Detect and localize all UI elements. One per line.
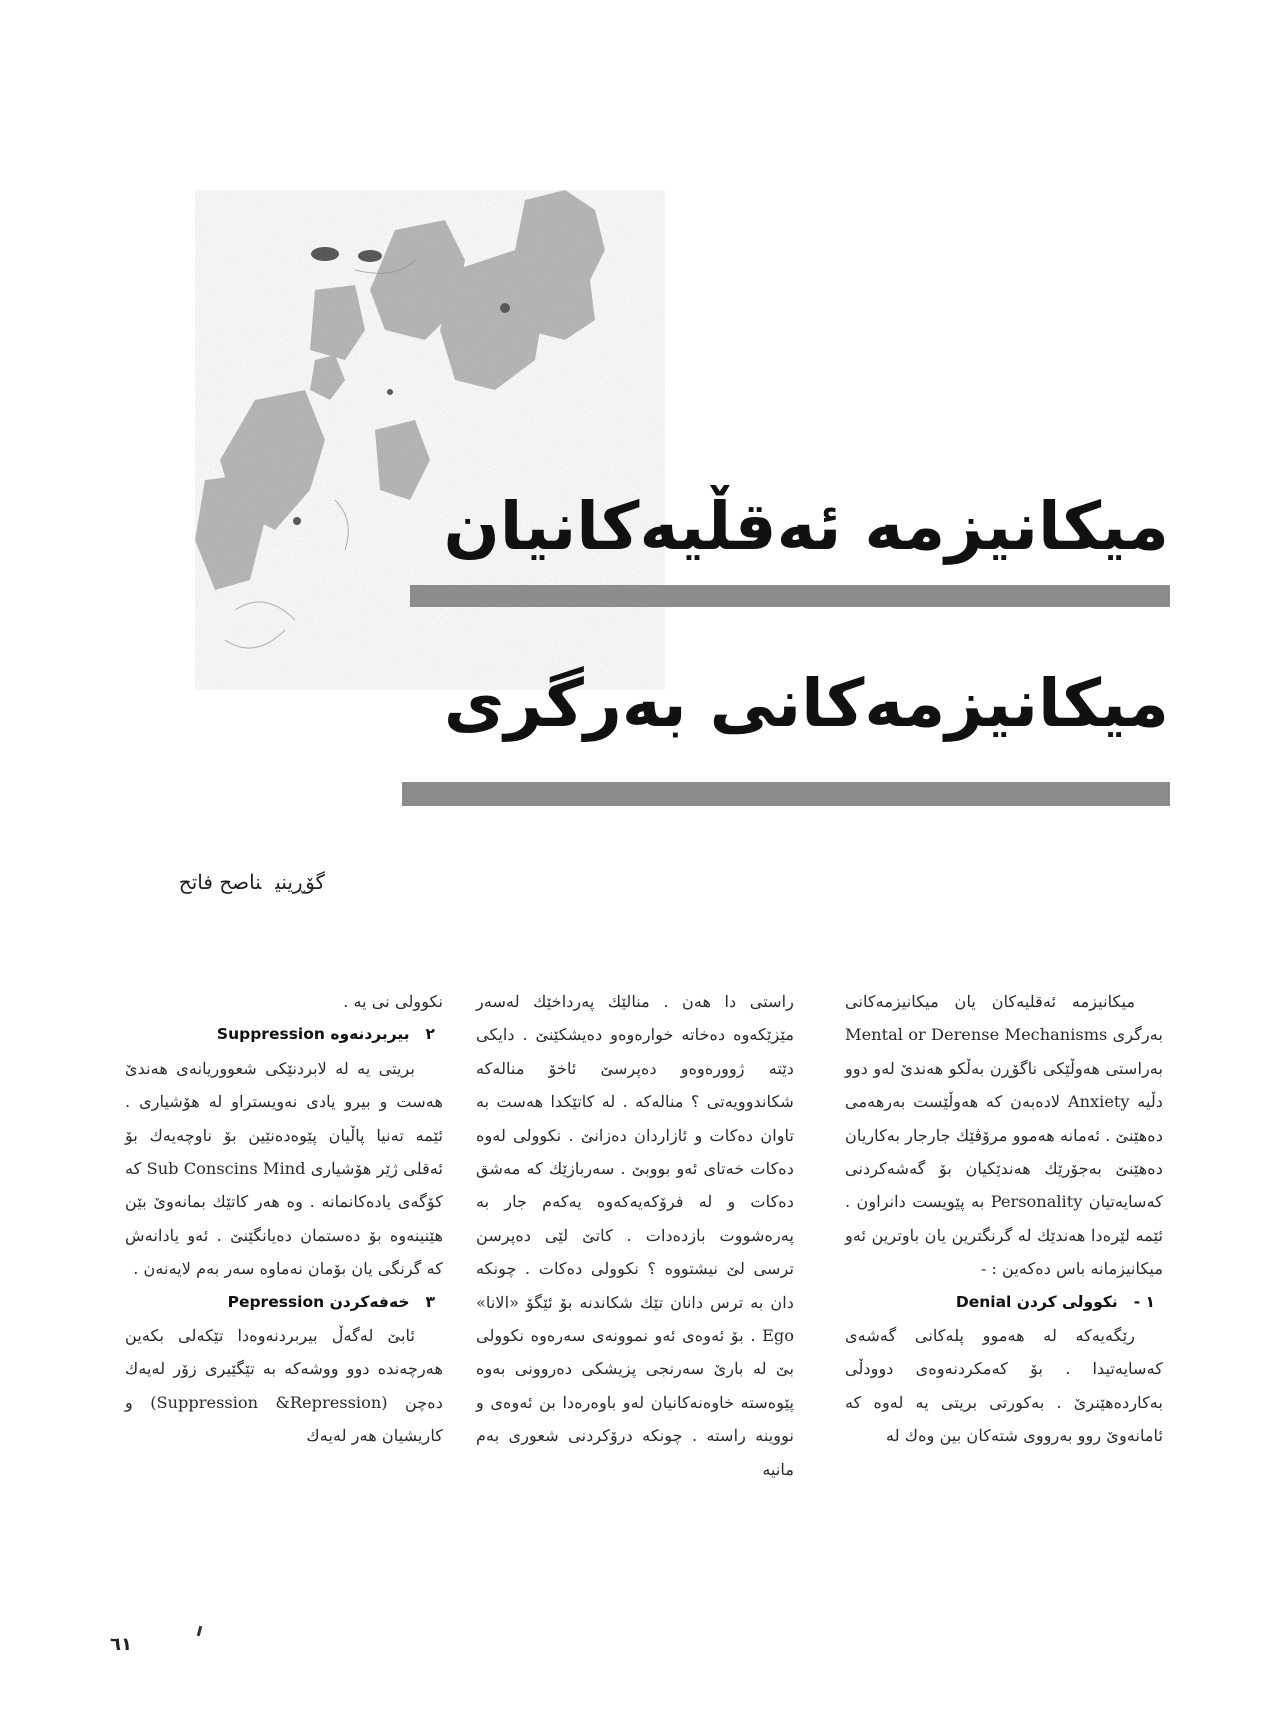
text-column-middle bbox=[476, 985, 794, 1486]
paragraph: نکوولی نی یە . bbox=[343, 992, 443, 1011]
text-column-right bbox=[845, 985, 1163, 1453]
paragraph: میکانیزمە ئەقلیەکان یان میکانیزمەکانی بەرگری Mental or Derense Mechanisms بەراستی هەوڵێکی ناگۆڕن بەڵکو هەندێ لەو دوو دڵیە Anxiety لادەبەن کە هەوڵێست بەرهەمی دەهێنێ . ئەمانە هەموو مرۆڤێك جارجار بەکاریان دەهێنێ بەجۆرێك هەندێکیان بۆ گەشەکردنی کەسایەتیان Personality بە پێویست دانراون . ئێمە لێرەدا هەندێك لە گرنگترین یان باوترین ئەو میکانیزمانە باس دەکەین : - bbox=[845, 992, 1163, 1279]
print-mark bbox=[197, 1626, 202, 1636]
section-heading bbox=[845, 1286, 1163, 1319]
section-number: ٣ bbox=[425, 1292, 435, 1311]
section-heading-text: بیربردنەوە Suppression bbox=[216, 1025, 410, 1044]
text-column-left bbox=[125, 985, 443, 1453]
decorative-illustration bbox=[195, 190, 665, 690]
page-number: ٦١ bbox=[110, 1634, 132, 1655]
section-number: ١ - bbox=[1133, 1292, 1155, 1311]
section-number: ٢ bbox=[425, 1025, 435, 1044]
paragraph: بریتی یە لە لابردنێکی شعووریانەی هەندێ هەست و بیرو یادی نەویستراو لە هۆشیاری . ئێمە تەنیا پاڵیان پێوەدەنێین بۆ ناوچەیەك بۆ ئەقلی ژێر هۆشیاری Sub Conscins Mind کە کۆگەی یادەکانمانە . وە هەر کاتێك بمانەوێ بێن هێنینەوە بۆ دەستمان دەیانگێنێ . ئەو یادانەش کە گرنگی یان بۆمان نەماوە سەر بەم لایەنەن . bbox=[125, 1058, 444, 1279]
section-heading bbox=[125, 1286, 443, 1319]
section-heading bbox=[125, 1018, 443, 1051]
paragraph: رێگەیەکە لە هەموو پلەکانی گەشەی کەسایەتیدا . بۆ کەمکردنەوەی دوودڵی بەکاردەهێنرێ . بەکورتی بریتی یە لەوە کە ئامانەوێ روو بەرووی شتەکان بین وەك لە bbox=[845, 1326, 1163, 1446]
paragraph: ئابێ لەگەڵ بیربردنەوەدا تێکەلی بکەین هەرچەندە دوو ووشەکە بە تێگێیری زۆر لەیەك دەچن (Suppression &Repression) و کاریشیان هەر لەیەك bbox=[125, 1326, 443, 1446]
author-credit bbox=[125, 870, 325, 894]
author-name: ناصح فاتح bbox=[178, 870, 262, 894]
paragraph: راستی دا هەن . منالێك پەرداخێك لەسەر مێزێکەوە دەخاتە خوارەوەو دەیشکێنێ . دایکی دێتە ژوورەوەو دەپرسێ ئاخۆ منالەکە شکاندوویەتی ؟ منالەکە . لە کاتێکدا هەست بە تاوان دەکات و ئازاردان دەزانێ . نکوولی لەوە دەکات خەتای ئەو بووبێ . سەربازێك کە مەشق دەکات و لە فرۆکەیەکەوە یەکەم جار بە پەرەشووت بازدەدات . کاتێ لێی دەپرسن ترسی لێ نیشتووە ؟ نکوولی دەکات . چونکە دان بە ترس دانان تێك شکاندنە بۆ ئێگۆ «الانا» Ego . بۆ ئەوەی ئەو نموونەی سەرەوە نکوولی بێ لە بارێ سەرنجی پزیشکی دەروونی بەوە پێوەستە خاوەنەکانیان لەو باوەرەدا بن ئەوەی و نووینە راستە . چونکە درۆکردنی شعوری بەم مانیە bbox=[476, 992, 794, 1479]
section-heading-text: نکوولی کردن Denial bbox=[955, 1292, 1118, 1311]
article-title-line-1: میکانیزمە ئەقڵیەکانیان bbox=[443, 488, 1169, 565]
section-heading-text: خەفەکردن Pepression bbox=[227, 1292, 410, 1311]
title-underline-bar bbox=[402, 782, 1170, 806]
title-underline-bar bbox=[410, 585, 1170, 607]
article-title-line-2: میکانیزمەکانی بەرگری bbox=[443, 665, 1169, 742]
author-label: گۆڕینی bbox=[275, 870, 325, 894]
